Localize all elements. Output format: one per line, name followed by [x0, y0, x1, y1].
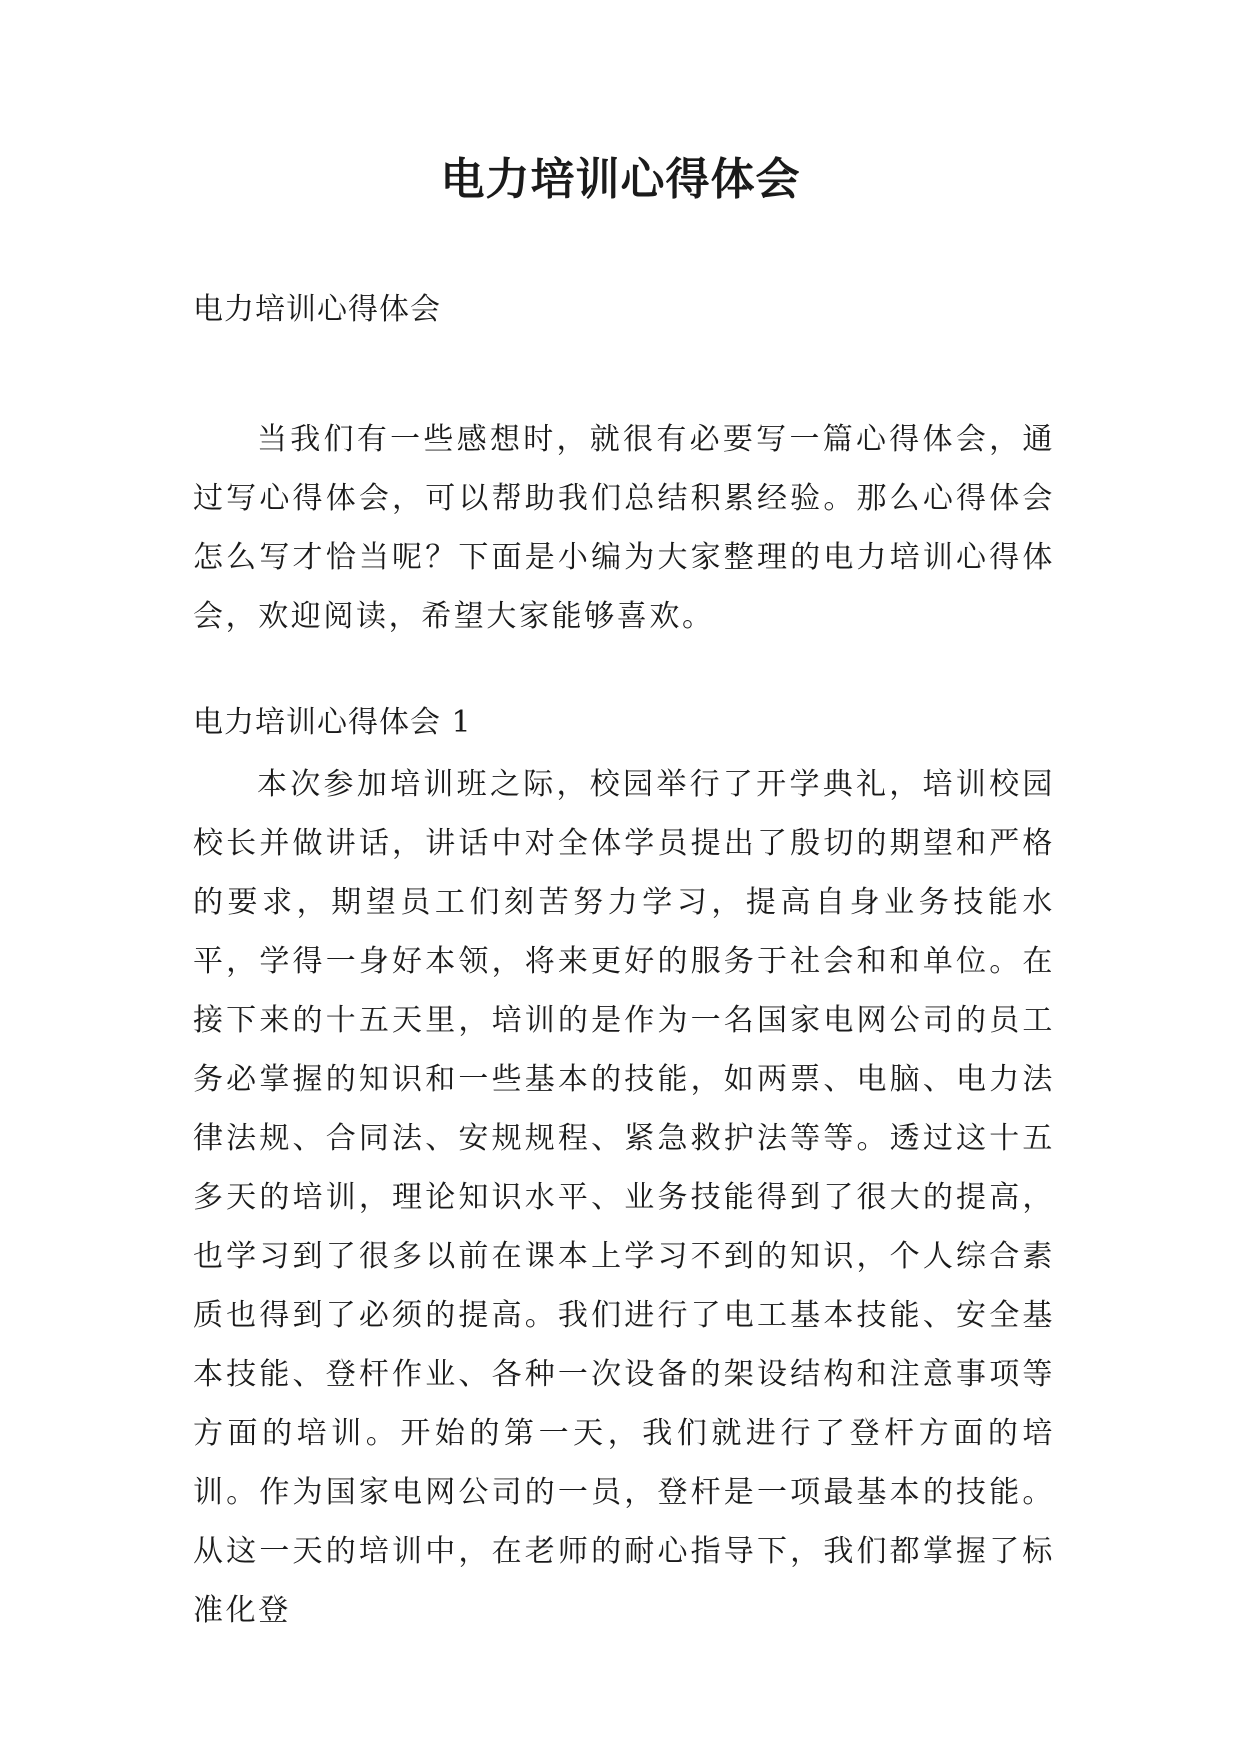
document-title: 电力培训心得体会 [440, 154, 801, 205]
intro-paragraph: 当我们有一些感想时，就很有必要写一篇心得体会，通过写心得体会，可以帮助我们总结积累经验。那么心得体会怎么写才恰当呢？下面是小编为大家整理的电力培训心得体会，欢迎阅读，希望大家能够喜欢。 [193, 422, 1055, 634]
document-subtitle: 电力培训心得体会 [193, 292, 441, 327]
section-heading-1: 电力培训心得体会 1 [193, 705, 472, 740]
section-body-1: 本次参加培训班之际，校园举行了开学典礼，培训校园校长并做讲话，讲话中对全体学员提出了殷切的期望和严格的要求，期望员工们刻苦努力学习，提高自身业务技能水平，学得一身好本领，将来更好的服务于社会和和单位。在接下来的十五天里，培训的是作为一名国家电网公司的员工务必掌握的知识和一些基本的技能，如两票、电脑、电力法律法规、合同法、安规规程、紧急救护法等等。透过这十五多天的培训，理论知识水平、业务技能得到了很大的提高，也学习到了很多以前在课本上学习不到的知识，个人综合素质也得到了必须的提高。我们进行了电工基本技能、安全基本技能、登杆作业、各种一次设备的架设结构和注意事项等方面的培训。开始的第一天，我们就进行了登杆方面的培训。作为国家电网公司的一员，登杆是一项最基本的技能。从这一天的培训中，在老师的耐心指导下，我们都掌握了标准化登 [193, 767, 1055, 1628]
